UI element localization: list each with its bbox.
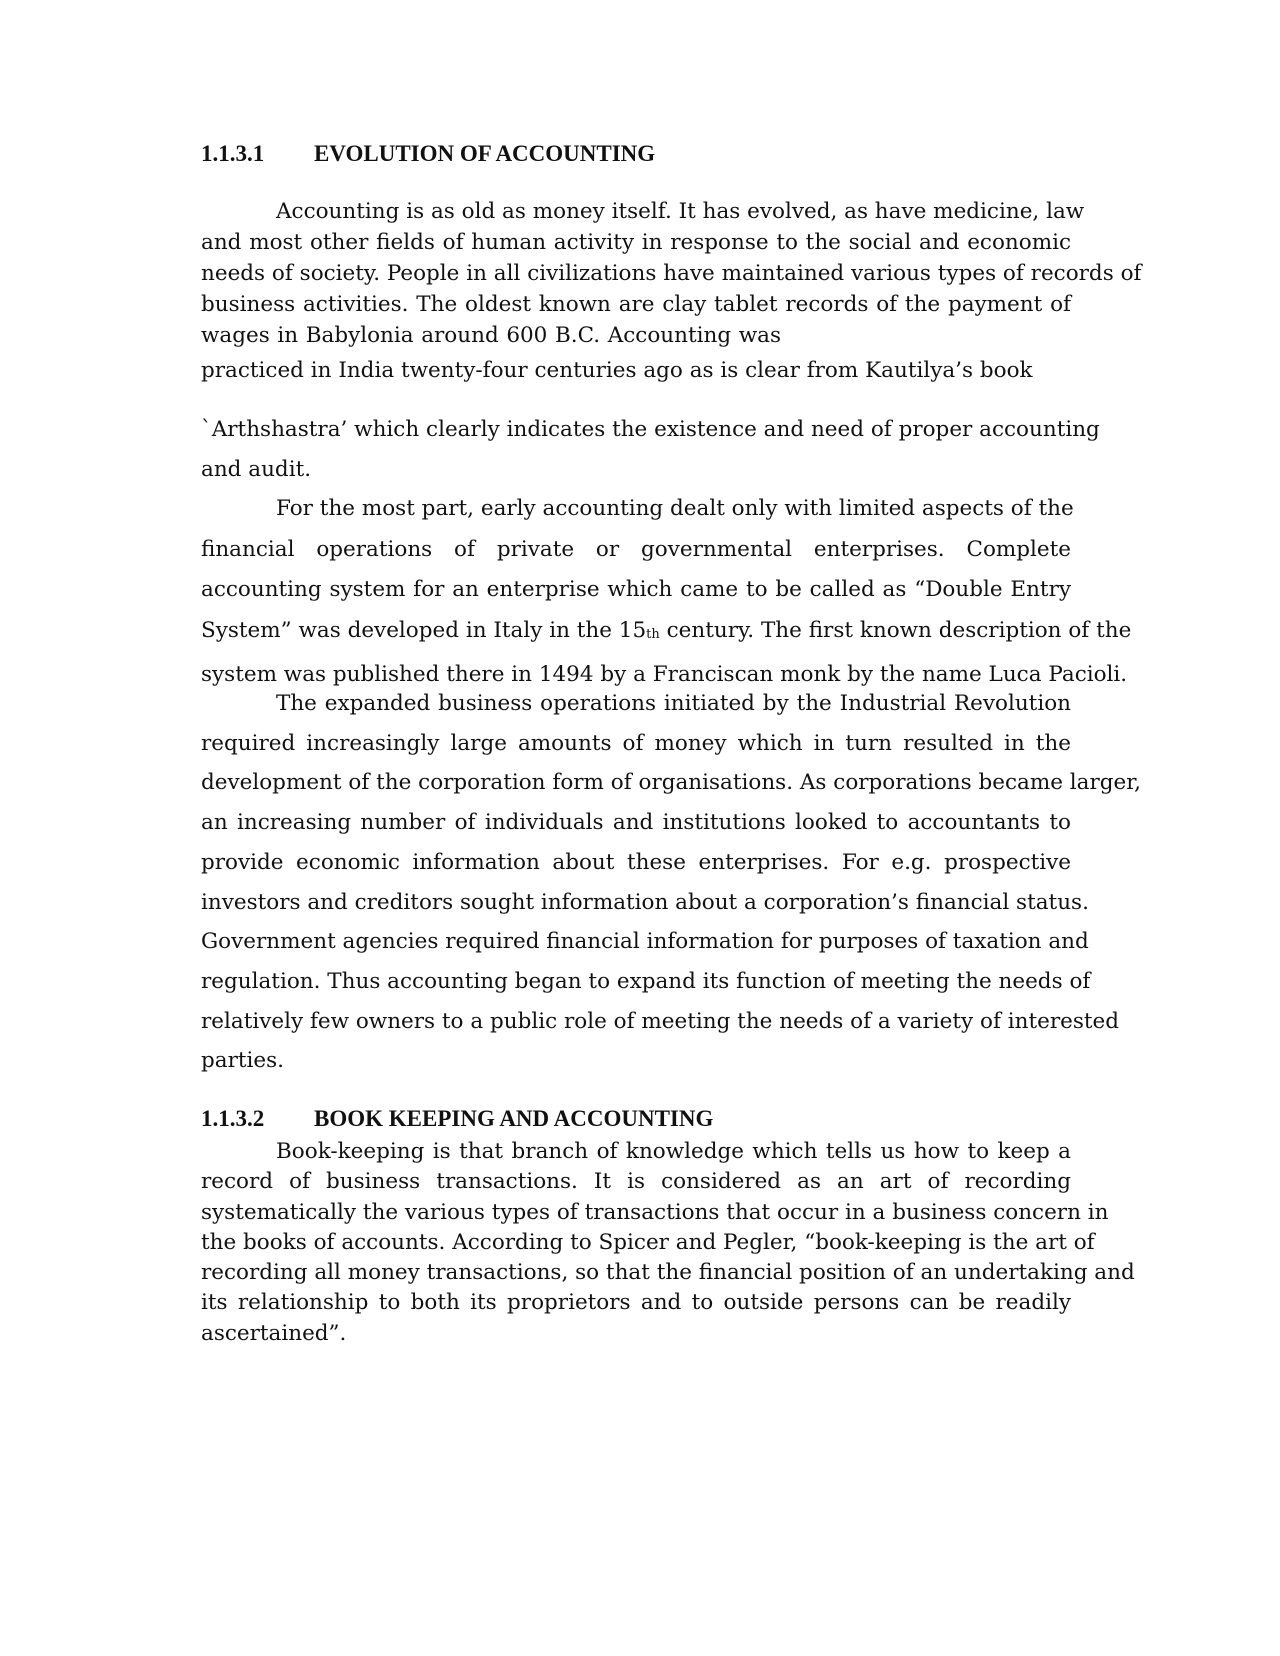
section-title: EVOLUTION OF ACCOUNTING bbox=[314, 141, 656, 166]
text-line: regulation. Thus accounting began to expand its function of meeting the needs of bbox=[201, 968, 1091, 994]
text-line: ascertained”. bbox=[201, 1320, 347, 1346]
text-line: recording all money transactions, so that the financial position of an undertaking and bbox=[201, 1260, 1135, 1286]
text-line: For the most part, early accounting dealt only with limited aspects of the bbox=[276, 496, 1074, 521]
text-line: practiced in India twenty-four centuries ago as is clear from Kautilya’s book bbox=[201, 358, 1033, 383]
text-line: investors and creditors sought information about a corporation’s financial status. bbox=[201, 889, 1089, 915]
text-line: Government agencies required financial information for purposes of taxation and bbox=[201, 929, 1089, 955]
text-line: provide economic information about these enterprises. For e.g. prospective bbox=[201, 849, 1071, 875]
text-line: systematically the various types of transactions that occur in a business concern in bbox=[201, 1199, 1109, 1225]
text-line: development of the corporation form of organisations. As corporations became larger, bbox=[201, 770, 1142, 796]
text-line: Book-keeping is that branch of knowledge which tells us how to keep a bbox=[276, 1139, 1071, 1164]
paragraph-book-keeping bbox=[201, 1137, 1135, 1349]
text-line: parties. bbox=[201, 1048, 284, 1074]
text-line: `Arthshastra’ which clearly indicates the existence and need of proper accounting bbox=[201, 417, 1100, 442]
text-line: its relationship to both its proprietors and to outside persons can be readily bbox=[201, 1290, 1071, 1316]
paragraph-evolution-intro bbox=[201, 196, 1142, 351]
section-title: BOOK KEEPING AND ACCOUNTING bbox=[314, 1106, 714, 1131]
text-line: required increasingly large amounts of money which in turn resulted in the bbox=[201, 730, 1071, 756]
text-line: The expanded business operations initiated by the Industrial Revolution bbox=[276, 691, 1071, 716]
paragraph-double-entry bbox=[201, 489, 1132, 696]
text-line: financial operations of private or governmental enterprises. Complete bbox=[201, 536, 1071, 562]
text-line: an increasing number of individuals and institutions looked to accountants to bbox=[201, 810, 1071, 836]
section-heading-evolution bbox=[201, 141, 655, 167]
paragraph-industrial-revolution bbox=[201, 684, 1142, 1081]
text-segment: century. The first known description of the bbox=[659, 617, 1132, 643]
text-line bbox=[201, 611, 1132, 656]
text-line: accounting system for an enterprise which came to be called as “Double Entry bbox=[201, 577, 1071, 602]
text-line: Accounting is as old as money itself. It has evolved, as have medicine, law bbox=[276, 199, 1085, 224]
text-line: and most other fields of human activity in response to the social and economic bbox=[201, 230, 1071, 255]
text-line: wages in Babylonia around 600 B.C. Accounting was bbox=[201, 323, 781, 348]
paragraph-kautilya bbox=[201, 355, 1071, 386]
section-heading-book-keeping bbox=[201, 1106, 713, 1132]
ordinal-suffix: th bbox=[646, 626, 660, 642]
text-line: system was published there in 1494 by a Franciscan monk by the name Luca Pacioli. bbox=[201, 662, 1128, 687]
text-segment: System” was developed in Italy in the 15 bbox=[201, 617, 647, 643]
section-number: 1.1.3.1 bbox=[201, 141, 265, 166]
section-number: 1.1.3.2 bbox=[201, 1106, 265, 1131]
text-line: business activities. The oldest known are clay tablet records of the payment of bbox=[201, 292, 1071, 317]
text-line: record of business transactions. It is considered as an art of recording bbox=[201, 1169, 1071, 1195]
text-line: relatively few owners to a public role of meeting the needs of a variety of interested bbox=[201, 1008, 1119, 1034]
text-line: needs of society. People in all civilizations have maintained various types of records of bbox=[201, 261, 1142, 286]
text-line: the books of accounts. According to Spicer and Pegler, “book-keeping is the art of bbox=[201, 1229, 1095, 1255]
paragraph-arthshastra bbox=[201, 410, 1100, 490]
text-line: and audit. bbox=[201, 457, 312, 482]
